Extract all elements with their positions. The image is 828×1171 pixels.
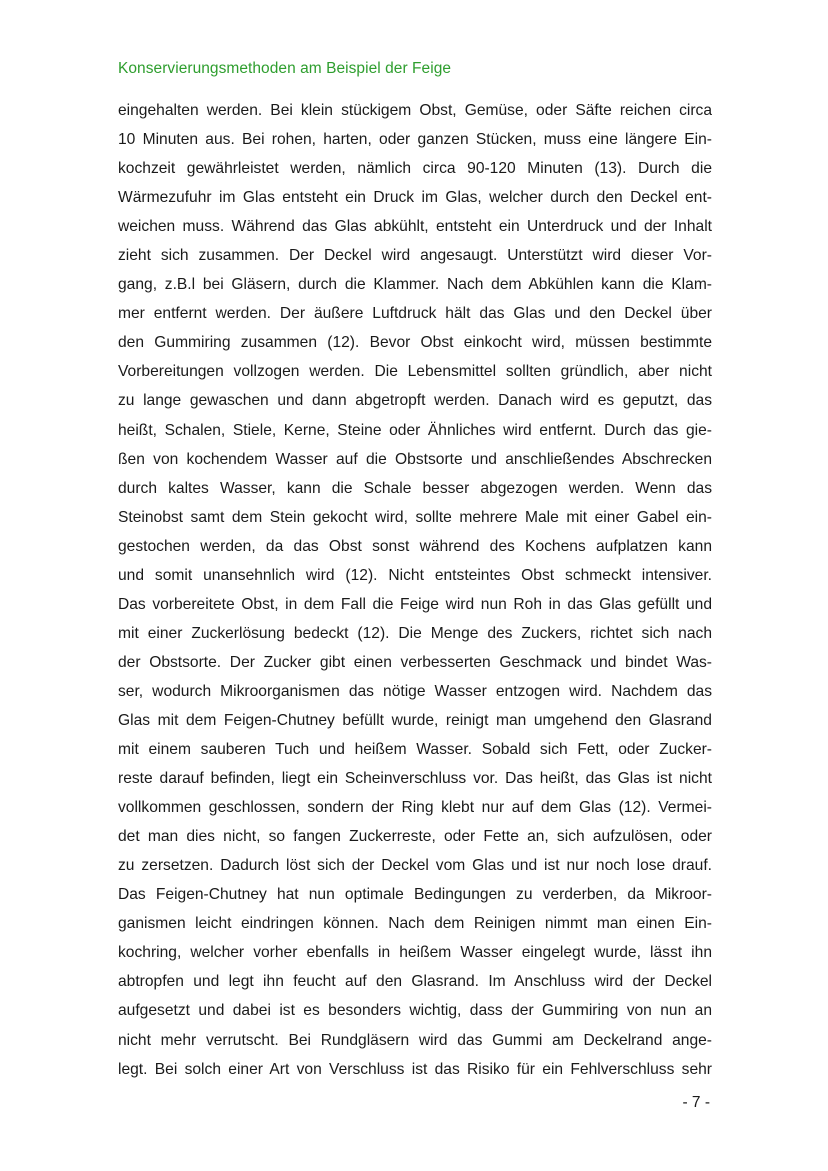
text-line: zu lange gewaschen und dann abgetropft werden. Danach wird es geputzt, das bbox=[118, 392, 712, 410]
page-number: - 7 - bbox=[682, 1094, 710, 1111]
text-line: ßen von kochendem Wasser auf die Obstsorte und anschließendes Abschrecken bbox=[118, 450, 712, 468]
text-line: ser, wodurch Mikroorganismen das nötige Wasser entzogen wird. Nachdem das bbox=[118, 682, 712, 700]
text-line: mit einem sauberen Tuch und heißem Wasser. Sobald sich Fett, oder Zucker- bbox=[118, 741, 712, 759]
text-line: gestochen werden, da das Obst sonst während des Kochens aufplatzen kann bbox=[118, 537, 712, 555]
text-line: Das vorbereitete Obst, in dem Fall die Feige wird nun Roh in das Glas gefüllt und bbox=[118, 595, 712, 613]
text-line: nicht mehr verrutscht. Bei Rundgläsern wird das Gummi am Deckelrand ange- bbox=[118, 1031, 712, 1049]
text-line: eingehalten werden. Bei klein stückigem Obst, Gemüse, oder Säfte reichen circa bbox=[118, 102, 712, 119]
text-line: Wärmezufuhr im Glas entsteht ein Druck im Glas, welcher durch den Deckel ent- bbox=[118, 189, 712, 207]
text-line: der Obstsorte. Der Zucker gibt einen verbesserten Geschmack und bindet Was- bbox=[118, 653, 712, 671]
text-line: 10 Minuten aus. Bei rohen, harten, oder ganzen Stücken, muss eine längere Ein- bbox=[118, 131, 712, 149]
body-paragraph bbox=[118, 96, 712, 1084]
text-line: den Gummiring zusammen (12). Bevor Obst einkocht wird, müssen bestimmte bbox=[118, 334, 712, 352]
text-line: kochzeit gewährleistet werden, nämlich circa 90-120 Minuten (13). Durch die bbox=[118, 160, 712, 178]
text-line: reste darauf befinden, liegt ein Scheinverschluss vor. Das heißt, das Glas ist nicht bbox=[118, 770, 712, 788]
running-header-title: Konservierungsmethoden am Beispiel der Feige bbox=[118, 60, 452, 77]
text-line: kochring, welcher vorher ebenfalls in heißem Wasser eingelegt wurde, lässt ihn bbox=[118, 944, 712, 962]
text-line: Vorbereitungen vollzogen werden. Die Lebensmittel sollten gründlich, aber nicht bbox=[118, 363, 712, 381]
text-line: zu zersetzen. Dadurch löst sich der Deckel vom Glas und ist nur noch lose drauf. bbox=[118, 857, 712, 875]
text-line: det man dies nicht, so fangen Zuckerreste, oder Fette an, sich aufzulösen, oder bbox=[118, 828, 712, 846]
text-line: mit einer Zuckerlösung bedeckt (12). Die Menge des Zuckers, richtet sich nach bbox=[118, 624, 712, 642]
text-line: vollkommen geschlossen, sondern der Ring klebt nur auf dem Glas (12). Vermei- bbox=[118, 799, 712, 817]
text-line: weichen muss. Während das Glas abkühlt, entsteht ein Unterdruck und der Inhalt bbox=[118, 218, 712, 236]
text-line: und somit unansehnlich wird (12). Nicht entsteintes Obst schmeckt intensiver. bbox=[118, 566, 712, 584]
text-line: zieht sich zusammen. Der Deckel wird angesaugt. Unterstützt wird dieser Vor- bbox=[118, 247, 712, 265]
text-line: heißt, Schalen, Stiele, Kerne, Steine oder Ähnliches wird entfernt. Durch das gie- bbox=[118, 421, 712, 439]
text-line: abtropfen und legt ihn feucht auf den Glasrand. Im Anschluss wird der Deckel bbox=[118, 973, 712, 991]
text-line: ganismen leicht eindringen können. Nach dem Reinigen nimmt man einen Ein- bbox=[118, 915, 712, 933]
text-line: legt. Bei solch einer Art von Verschluss ist das Risiko für ein Fehlverschluss sehr bbox=[118, 1060, 712, 1078]
text-line: durch kaltes Wasser, kann die Schale besser abgezogen werden. Wenn das bbox=[118, 479, 712, 497]
text-line: mer entfernt werden. Der äußere Luftdruck hält das Glas und den Deckel über bbox=[118, 305, 712, 323]
text-line: aufgesetzt und dabei ist es besonders wichtig, dass der Gummiring von nun an bbox=[118, 1002, 712, 1020]
text-line: gang, z.B.l bei Gläsern, durch die Klammer. Nach dem Abkühlen kann die Klam- bbox=[118, 276, 712, 294]
text-line: Steinobst samt dem Stein gekocht wird, sollte mehrere Male mit einer Gabel ein- bbox=[118, 508, 712, 526]
text-line: Das Feigen-Chutney hat nun optimale Bedingungen zu verderben, da Mikroor- bbox=[118, 886, 712, 904]
text-line: Glas mit dem Feigen-Chutney befüllt wurde, reinigt man umgehend den Glasrand bbox=[118, 711, 712, 729]
